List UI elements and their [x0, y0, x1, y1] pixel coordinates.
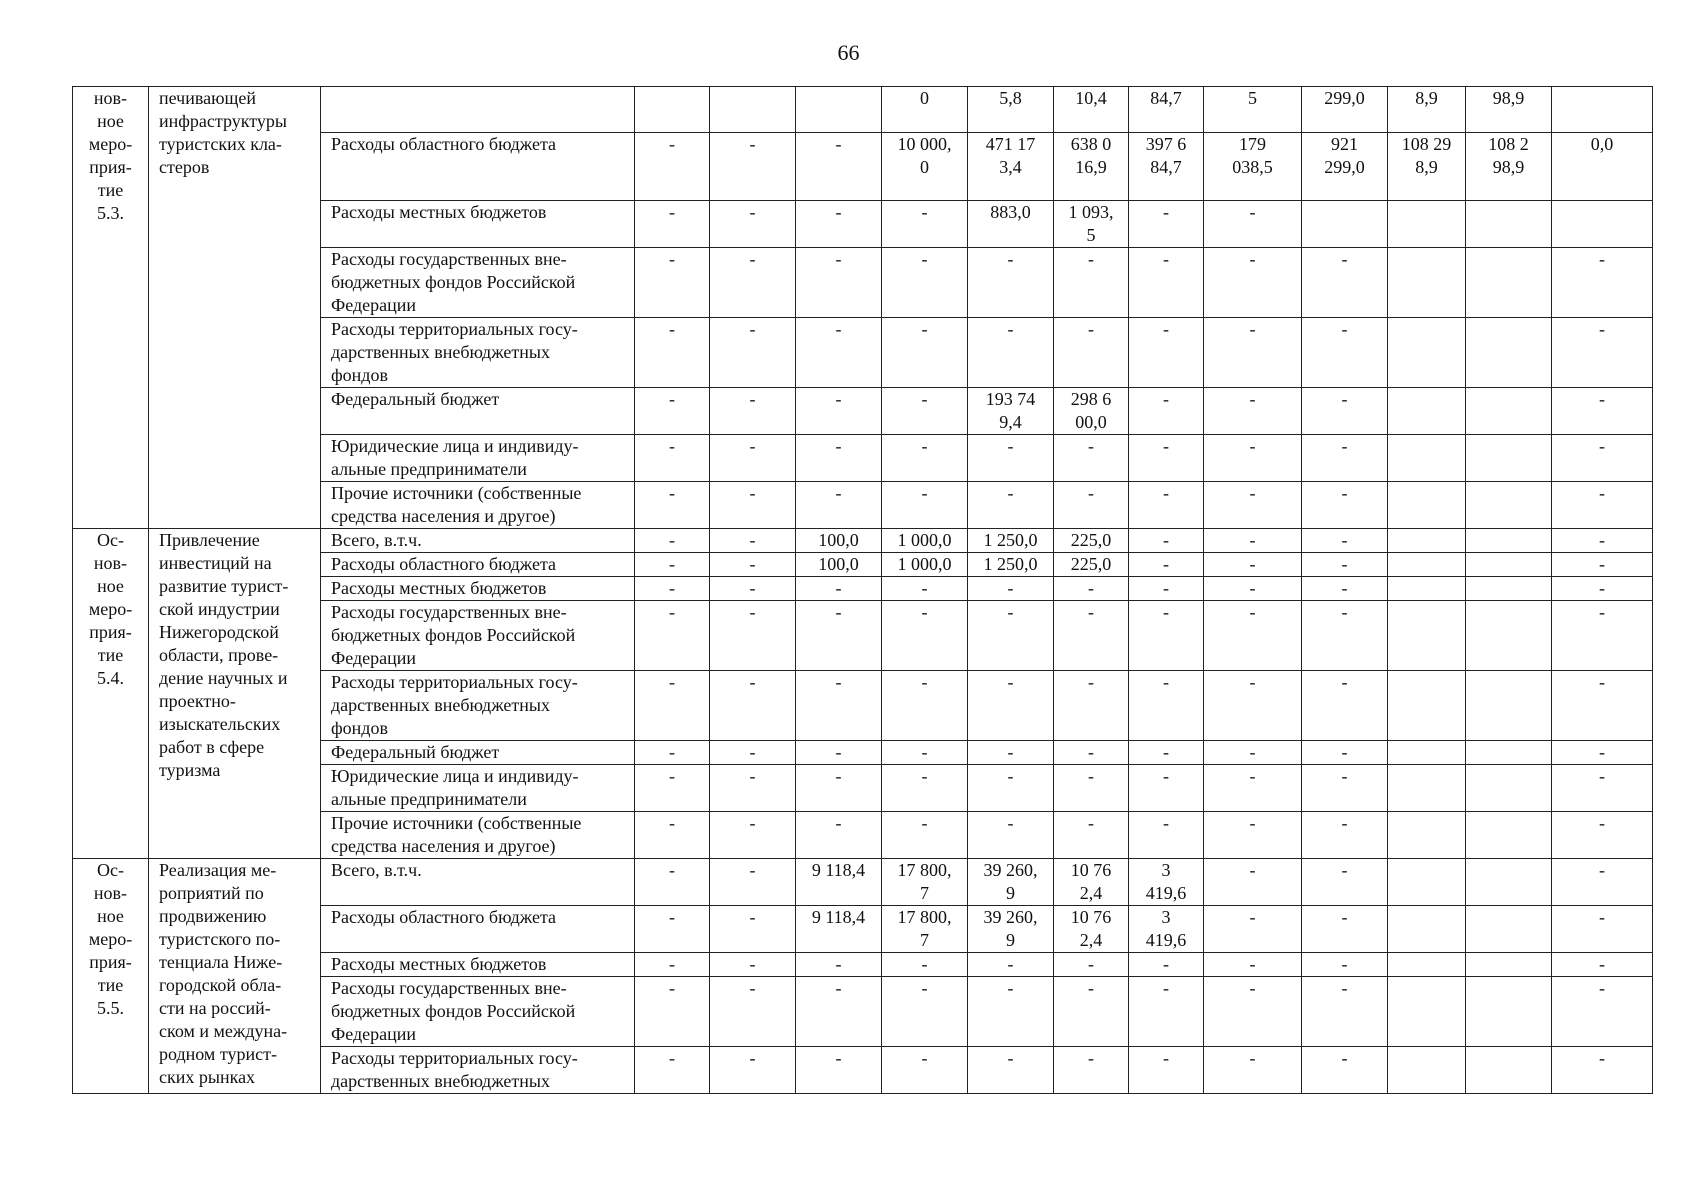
value-cell: -: [710, 201, 796, 248]
value-cell: -: [635, 906, 710, 953]
value-cell: -: [710, 318, 796, 388]
value-cell: -: [710, 1047, 796, 1094]
value-cell: -: [1552, 953, 1653, 977]
value-cell: -: [1552, 601, 1653, 671]
value-cell: -: [1204, 671, 1302, 741]
value-cell: [1466, 201, 1552, 248]
funding-source: [321, 87, 635, 133]
value-cell: -: [796, 812, 882, 859]
value-cell: -: [710, 906, 796, 953]
value-cell: -: [882, 977, 968, 1047]
value-cell: 921 299,0: [1302, 133, 1388, 201]
funding-source: Расходы государственных вне- бюджетных фондов Российской Федерации: [321, 248, 635, 318]
value-cell: 10 76 2,4: [1054, 906, 1129, 953]
value-cell: -: [796, 577, 882, 601]
value-cell: -: [1204, 859, 1302, 906]
value-cell: -: [1054, 765, 1129, 812]
value-cell: [1388, 741, 1466, 765]
value-cell: -: [1054, 318, 1129, 388]
funding-source: Расходы областного бюджета: [321, 553, 635, 577]
funding-source: Всего, в.т.ч.: [321, 529, 635, 553]
value-cell: -: [710, 133, 796, 201]
value-cell: -: [1054, 977, 1129, 1047]
value-cell: -: [796, 977, 882, 1047]
value-cell: -: [1204, 812, 1302, 859]
value-cell: 0: [882, 87, 968, 133]
value-cell: -: [882, 201, 968, 248]
value-cell: -: [635, 318, 710, 388]
value-cell: -: [882, 1047, 968, 1094]
measure-code: Ос- нов- ное меро- прия- тие 5.5.: [73, 859, 149, 1094]
value-cell: [1388, 859, 1466, 906]
value-cell: -: [710, 248, 796, 318]
value-cell: -: [796, 388, 882, 435]
value-cell: [1388, 248, 1466, 318]
value-cell: -: [1552, 248, 1653, 318]
value-cell: -: [1204, 953, 1302, 977]
value-cell: -: [635, 953, 710, 977]
value-cell: [1466, 741, 1552, 765]
value-cell: -: [635, 859, 710, 906]
value-cell: 10,4: [1054, 87, 1129, 133]
value-cell: -: [710, 859, 796, 906]
value-cell: -: [1054, 671, 1129, 741]
value-cell: -: [1204, 601, 1302, 671]
value-cell: -: [1204, 906, 1302, 953]
value-cell: 638 0 16,9: [1054, 133, 1129, 201]
value-cell: -: [635, 248, 710, 318]
budget-table: [72, 86, 1653, 1094]
value-cell: -: [968, 977, 1054, 1047]
value-cell: -: [1129, 318, 1204, 388]
value-cell: 1 250,0: [968, 553, 1054, 577]
funding-source: Расходы областного бюджета: [321, 133, 635, 201]
value-cell: -: [635, 765, 710, 812]
value-cell: -: [1129, 435, 1204, 482]
value-cell: [1466, 388, 1552, 435]
value-cell: -: [1054, 577, 1129, 601]
value-cell: -: [635, 741, 710, 765]
value-cell: -: [1204, 201, 1302, 248]
value-cell: [1388, 482, 1466, 529]
value-cell: -: [1302, 248, 1388, 318]
value-cell: -: [1129, 388, 1204, 435]
value-cell: [1388, 601, 1466, 671]
value-cell: -: [1302, 435, 1388, 482]
funding-source: Расходы государственных вне- бюджетных фондов Российской Федерации: [321, 977, 635, 1047]
value-cell: -: [796, 133, 882, 201]
value-cell: [635, 87, 710, 133]
value-cell: -: [635, 553, 710, 577]
table-row: [73, 87, 1653, 133]
value-cell: -: [635, 601, 710, 671]
value-cell: -: [1302, 318, 1388, 388]
value-cell: -: [1204, 435, 1302, 482]
value-cell: -: [635, 577, 710, 601]
value-cell: [1466, 977, 1552, 1047]
value-cell: 100,0: [796, 553, 882, 577]
value-cell: -: [1302, 1047, 1388, 1094]
value-cell: -: [1204, 977, 1302, 1047]
value-cell: -: [635, 812, 710, 859]
value-cell: -: [1552, 671, 1653, 741]
value-cell: 108 29 8,9: [1388, 133, 1466, 201]
value-cell: -: [1302, 859, 1388, 906]
value-cell: -: [1552, 812, 1653, 859]
page-number: 66: [837, 40, 860, 65]
value-cell: [1388, 435, 1466, 482]
value-cell: -: [1302, 388, 1388, 435]
value-cell: -: [635, 671, 710, 741]
value-cell: 1 000,0: [882, 553, 968, 577]
funding-source: Федеральный бюджет: [321, 741, 635, 765]
value-cell: -: [882, 248, 968, 318]
value-cell: -: [796, 248, 882, 318]
value-cell: [796, 87, 882, 133]
value-cell: [1302, 201, 1388, 248]
value-cell: -: [968, 812, 1054, 859]
value-cell: 471 17 3,4: [968, 133, 1054, 201]
value-cell: -: [1129, 1047, 1204, 1094]
value-cell: 3 419,6: [1129, 859, 1204, 906]
value-cell: -: [635, 388, 710, 435]
value-cell: -: [1302, 671, 1388, 741]
value-cell: -: [1302, 741, 1388, 765]
value-cell: -: [1204, 577, 1302, 601]
table-row: [73, 859, 1653, 906]
value-cell: -: [1129, 529, 1204, 553]
measure-code: нов- ное меро- прия- тие 5.3.: [73, 87, 149, 529]
value-cell: -: [635, 435, 710, 482]
funding-source: Расходы областного бюджета: [321, 906, 635, 953]
value-cell: -: [635, 977, 710, 1047]
value-cell: -: [882, 953, 968, 977]
value-cell: -: [1054, 248, 1129, 318]
value-cell: 5: [1204, 87, 1302, 133]
value-cell: -: [968, 765, 1054, 812]
funding-source: Всего, в.т.ч.: [321, 859, 635, 906]
value-cell: -: [1129, 977, 1204, 1047]
value-cell: [1388, 765, 1466, 812]
value-cell: -: [710, 388, 796, 435]
value-cell: 5,8: [968, 87, 1054, 133]
value-cell: -: [1129, 765, 1204, 812]
value-cell: -: [635, 482, 710, 529]
value-cell: -: [882, 601, 968, 671]
value-cell: -: [968, 318, 1054, 388]
value-cell: -: [882, 435, 968, 482]
value-cell: -: [796, 671, 882, 741]
value-cell: -: [1302, 577, 1388, 601]
value-cell: -: [796, 765, 882, 812]
value-cell: -: [710, 812, 796, 859]
value-cell: -: [710, 671, 796, 741]
value-cell: -: [968, 601, 1054, 671]
value-cell: 39 260, 9: [968, 906, 1054, 953]
value-cell: 225,0: [1054, 553, 1129, 577]
value-cell: -: [710, 953, 796, 977]
value-cell: -: [1302, 601, 1388, 671]
value-cell: -: [1552, 435, 1653, 482]
value-cell: [1466, 529, 1552, 553]
value-cell: [1388, 201, 1466, 248]
value-cell: 17 800, 7: [882, 906, 968, 953]
value-cell: -: [1129, 577, 1204, 601]
value-cell: -: [796, 953, 882, 977]
funding-source: Расходы местных бюджетов: [321, 577, 635, 601]
value-cell: -: [1054, 812, 1129, 859]
value-cell: -: [1204, 248, 1302, 318]
value-cell: 10 000, 0: [882, 133, 968, 201]
value-cell: 17 800, 7: [882, 859, 968, 906]
value-cell: -: [1204, 765, 1302, 812]
value-cell: -: [968, 482, 1054, 529]
value-cell: -: [1302, 482, 1388, 529]
value-cell: -: [1302, 812, 1388, 859]
value-cell: [1388, 671, 1466, 741]
measure-name: Реализация ме- роприятий по продвижению туристского по- тенциала Ниже- городской обла- сти на россий- ском и междуна- родном турист- ских рынках: [149, 859, 321, 1094]
value-cell: 8,9: [1388, 87, 1466, 133]
value-cell: -: [1129, 741, 1204, 765]
value-cell: 179 038,5: [1204, 133, 1302, 201]
value-cell: -: [710, 435, 796, 482]
value-cell: [1466, 812, 1552, 859]
value-cell: [1466, 765, 1552, 812]
value-cell: -: [796, 318, 882, 388]
value-cell: -: [1054, 953, 1129, 977]
value-cell: 3 419,6: [1129, 906, 1204, 953]
value-cell: -: [1129, 248, 1204, 318]
value-cell: [1388, 529, 1466, 553]
value-cell: -: [1302, 765, 1388, 812]
value-cell: -: [1204, 388, 1302, 435]
value-cell: -: [968, 953, 1054, 977]
value-cell: -: [1552, 553, 1653, 577]
value-cell: 9 118,4: [796, 906, 882, 953]
measure-name: печивающей инфраструктуры туристских кла- стеров: [149, 87, 321, 529]
value-cell: -: [1054, 741, 1129, 765]
value-cell: [1466, 601, 1552, 671]
value-cell: -: [1204, 529, 1302, 553]
funding-source: Расходы государственных вне- бюджетных фондов Российской Федерации: [321, 601, 635, 671]
value-cell: [1466, 553, 1552, 577]
value-cell: [1388, 977, 1466, 1047]
value-cell: -: [1552, 318, 1653, 388]
value-cell: -: [882, 482, 968, 529]
value-cell: -: [1302, 553, 1388, 577]
value-cell: -: [635, 529, 710, 553]
value-cell: 10 76 2,4: [1054, 859, 1129, 906]
value-cell: -: [710, 482, 796, 529]
value-cell: -: [1054, 601, 1129, 671]
value-cell: -: [1204, 741, 1302, 765]
value-cell: [1388, 553, 1466, 577]
value-cell: -: [710, 553, 796, 577]
value-cell: [1552, 201, 1653, 248]
value-cell: 299,0: [1302, 87, 1388, 133]
value-cell: [1466, 859, 1552, 906]
value-cell: [1388, 906, 1466, 953]
value-cell: -: [1302, 529, 1388, 553]
value-cell: [1466, 953, 1552, 977]
value-cell: [1552, 87, 1653, 133]
value-cell: -: [1129, 553, 1204, 577]
value-cell: [1466, 435, 1552, 482]
value-cell: -: [1054, 482, 1129, 529]
value-cell: -: [1129, 953, 1204, 977]
value-cell: -: [1129, 671, 1204, 741]
value-cell: 84,7: [1129, 87, 1204, 133]
funding-source: Расходы территориальных госу- дарственных внебюджетных фондов: [321, 671, 635, 741]
value-cell: [1388, 577, 1466, 601]
value-cell: 883,0: [968, 201, 1054, 248]
value-cell: [710, 87, 796, 133]
value-cell: -: [1129, 201, 1204, 248]
value-cell: 39 260, 9: [968, 859, 1054, 906]
table-row: [73, 529, 1653, 553]
value-cell: -: [968, 671, 1054, 741]
value-cell: -: [710, 601, 796, 671]
value-cell: -: [710, 765, 796, 812]
value-cell: -: [796, 435, 882, 482]
value-cell: -: [1204, 482, 1302, 529]
value-cell: -: [796, 601, 882, 671]
value-cell: -: [1552, 859, 1653, 906]
funding-source: Расходы территориальных госу- дарственных внебюджетных: [321, 1047, 635, 1094]
value-cell: [1466, 1047, 1552, 1094]
value-cell: -: [1054, 435, 1129, 482]
value-cell: -: [1552, 482, 1653, 529]
value-cell: 193 74 9,4: [968, 388, 1054, 435]
funding-source: Расходы местных бюджетов: [321, 953, 635, 977]
value-cell: -: [882, 577, 968, 601]
value-cell: -: [796, 741, 882, 765]
value-cell: -: [882, 388, 968, 435]
value-cell: -: [1302, 977, 1388, 1047]
value-cell: -: [882, 765, 968, 812]
value-cell: -: [710, 741, 796, 765]
value-cell: 397 6 84,7: [1129, 133, 1204, 201]
value-cell: [1466, 482, 1552, 529]
value-cell: -: [968, 248, 1054, 318]
value-cell: -: [968, 577, 1054, 601]
value-cell: -: [1204, 553, 1302, 577]
value-cell: 98,9: [1466, 87, 1552, 133]
funding-source: Прочие источники (собственные средства населения и другое): [321, 812, 635, 859]
value-cell: -: [882, 671, 968, 741]
value-cell: -: [710, 577, 796, 601]
value-cell: 1 250,0: [968, 529, 1054, 553]
value-cell: [1388, 1047, 1466, 1094]
value-cell: -: [1552, 765, 1653, 812]
funding-source: Федеральный бюджет: [321, 388, 635, 435]
funding-source: Юридические лица и индивиду- альные предприниматели: [321, 435, 635, 482]
value-cell: -: [635, 1047, 710, 1094]
value-cell: -: [882, 812, 968, 859]
value-cell: -: [1552, 529, 1653, 553]
value-cell: [1466, 577, 1552, 601]
value-cell: -: [1129, 601, 1204, 671]
value-cell: 225,0: [1054, 529, 1129, 553]
funding-source: Прочие источники (собственные средства населения и другое): [321, 482, 635, 529]
value-cell: -: [796, 1047, 882, 1094]
value-cell: -: [1552, 741, 1653, 765]
value-cell: [1466, 318, 1552, 388]
value-cell: -: [1552, 906, 1653, 953]
value-cell: -: [1552, 388, 1653, 435]
value-cell: 298 6 00,0: [1054, 388, 1129, 435]
value-cell: [1466, 906, 1552, 953]
value-cell: -: [968, 741, 1054, 765]
funding-source: Юридические лица и индивиду- альные предприниматели: [321, 765, 635, 812]
value-cell: 0,0: [1552, 133, 1653, 201]
value-cell: -: [1129, 482, 1204, 529]
value-cell: -: [710, 977, 796, 1047]
value-cell: -: [1204, 318, 1302, 388]
value-cell: [1388, 388, 1466, 435]
value-cell: -: [882, 318, 968, 388]
value-cell: [1388, 318, 1466, 388]
value-cell: -: [1204, 1047, 1302, 1094]
value-cell: 108 2 98,9: [1466, 133, 1552, 201]
value-cell: -: [635, 133, 710, 201]
value-cell: -: [635, 201, 710, 248]
funding-source: Расходы территориальных госу- дарственных внебюджетных фондов: [321, 318, 635, 388]
value-cell: -: [710, 529, 796, 553]
value-cell: -: [1552, 977, 1653, 1047]
value-cell: -: [796, 482, 882, 529]
value-cell: -: [1302, 953, 1388, 977]
value-cell: [1388, 812, 1466, 859]
measure-code: Ос- нов- ное меро- прия- тие 5.4.: [73, 529, 149, 859]
value-cell: [1466, 248, 1552, 318]
value-cell: 9 118,4: [796, 859, 882, 906]
value-cell: 1 093, 5: [1054, 201, 1129, 248]
value-cell: -: [1054, 1047, 1129, 1094]
value-cell: -: [1302, 906, 1388, 953]
value-cell: -: [796, 201, 882, 248]
value-cell: -: [1129, 812, 1204, 859]
value-cell: 1 000,0: [882, 529, 968, 553]
value-cell: [1466, 671, 1552, 741]
value-cell: [1388, 953, 1466, 977]
value-cell: 100,0: [796, 529, 882, 553]
value-cell: -: [968, 1047, 1054, 1094]
value-cell: -: [968, 435, 1054, 482]
value-cell: -: [1552, 577, 1653, 601]
value-cell: -: [1552, 1047, 1653, 1094]
funding-source: Расходы местных бюджетов: [321, 201, 635, 248]
measure-name: Привлечение инвестиций на развитие турист- ской индустрии Нижегородской области, прове- дение научных и проектно- изыскательских работ в сфере туризма: [149, 529, 321, 859]
value-cell: -: [882, 741, 968, 765]
